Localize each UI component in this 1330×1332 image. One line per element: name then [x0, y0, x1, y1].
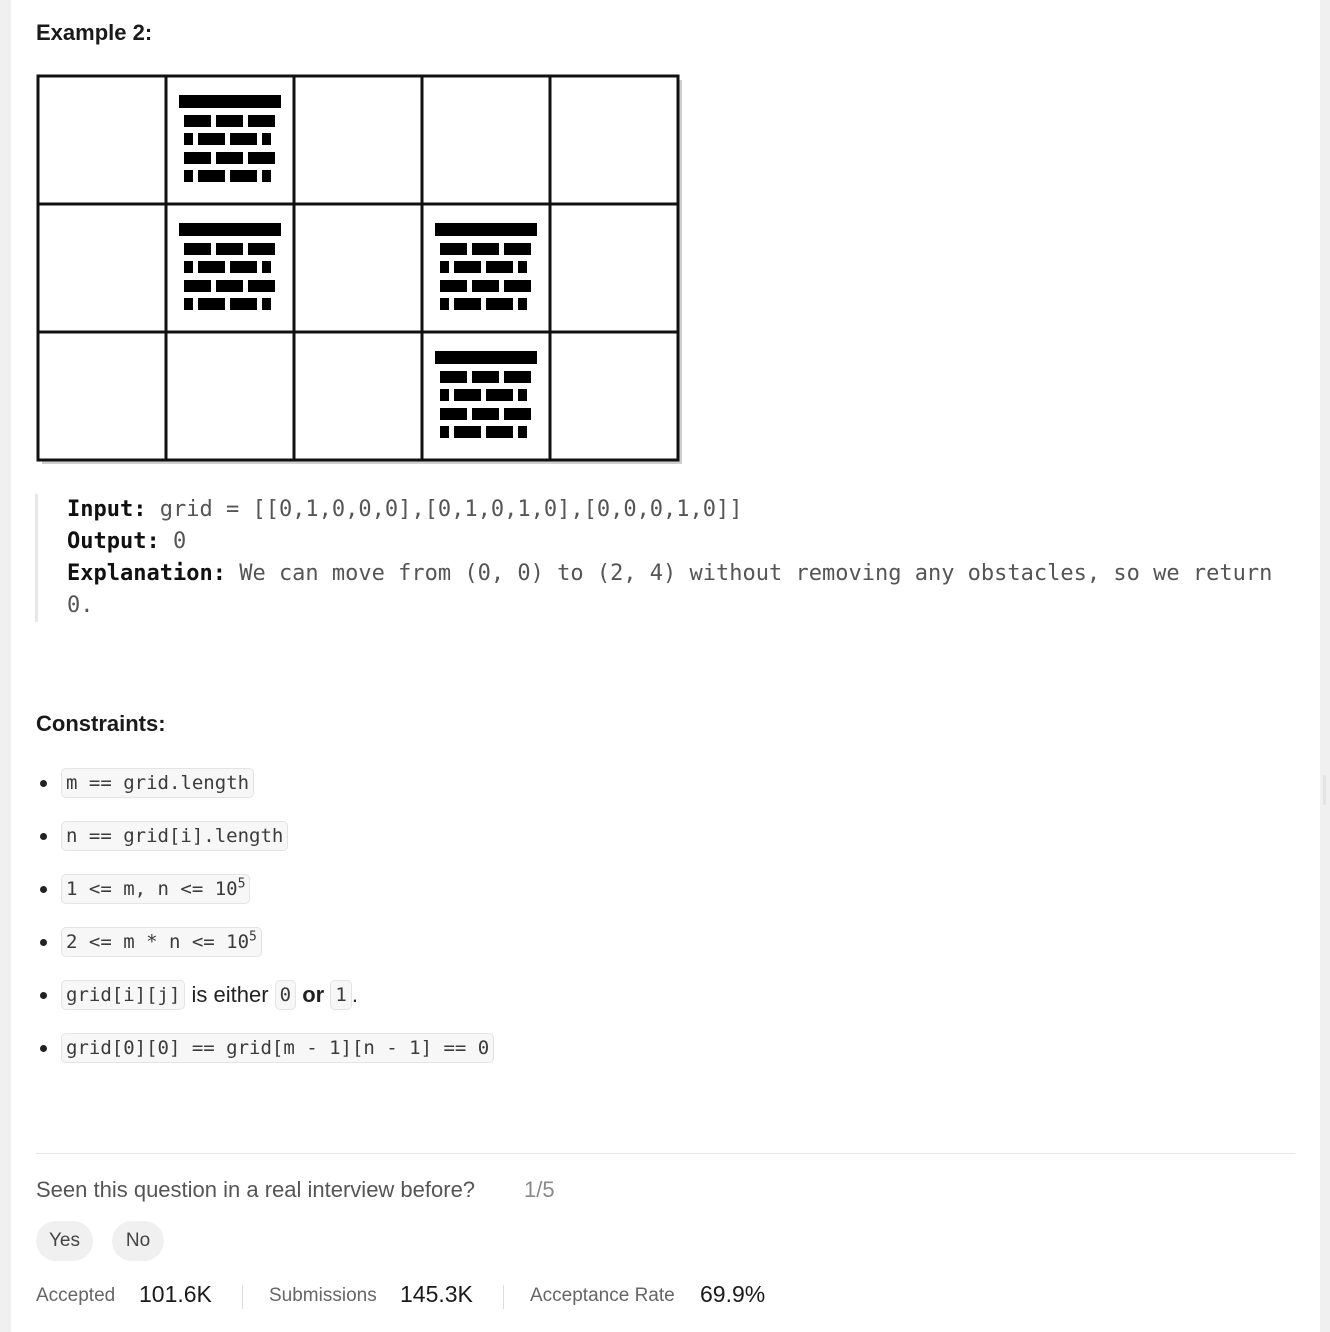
grid-background: [38, 76, 678, 460]
brick-icon: [198, 133, 225, 145]
example-heading: Example 2:: [36, 20, 153, 45]
rate-value: 69.9%: [700, 1281, 766, 1307]
divider: [36, 1153, 1295, 1154]
brick-icon: [262, 261, 271, 273]
brick-icon: [440, 243, 467, 255]
brick-icon: [262, 170, 271, 182]
brick-icon: [216, 115, 243, 127]
rate-label: Acceptance Rate: [530, 1285, 675, 1306]
constraint-text: is either: [185, 982, 275, 1007]
brick-icon: [472, 408, 499, 420]
brick-icon: [184, 152, 211, 164]
bullet-icon: [40, 780, 47, 787]
grid-image: [36, 74, 684, 467]
stat-separator: [242, 1285, 243, 1309]
brick-icon: [216, 280, 243, 292]
bullet-icon: [40, 886, 47, 893]
brick-icon: [518, 298, 527, 310]
brick-icon: [504, 408, 531, 420]
submissions-label: Submissions: [269, 1285, 377, 1306]
brick-icon: [440, 408, 467, 420]
brick-icon: [216, 152, 243, 164]
exponent: 5: [249, 929, 257, 945]
brick-icon: [184, 261, 193, 273]
brick-icon: [184, 298, 193, 310]
brick-icon: [440, 426, 449, 438]
constraint-text: .: [351, 982, 358, 1007]
no-button[interactable]: No: [112, 1221, 164, 1261]
brick-icon: [486, 261, 513, 273]
brick-icon: [184, 170, 193, 182]
brick-icon: [248, 115, 275, 127]
brick-icon: [486, 426, 513, 438]
brick-icon: [454, 298, 481, 310]
constraint-item: [36, 1033, 936, 1086]
output-line: [67, 526, 186, 558]
brick-icon: [262, 133, 271, 145]
brick-icon: [440, 261, 449, 273]
constraint-item: [36, 874, 936, 927]
scrollbar[interactable]: [1323, 775, 1326, 805]
inline-code: n == grid[i].length: [61, 821, 288, 851]
brick-icon: [198, 261, 225, 273]
bullet-icon: [40, 1045, 47, 1052]
brick-icon: [230, 298, 257, 310]
brick-icon: [454, 261, 481, 273]
brick-icon: [518, 389, 527, 401]
explanation-line: [67, 558, 1272, 590]
brick-icon: [230, 133, 257, 145]
brick-icon: [486, 389, 513, 401]
stat-separator: [503, 1285, 504, 1309]
brick-icon: [454, 426, 481, 438]
brick-icon: [504, 371, 531, 383]
accepted-value: 101.6K: [139, 1281, 212, 1307]
brick-icon: [179, 95, 281, 108]
brick-icon: [179, 223, 281, 236]
bullet-icon: [40, 939, 47, 946]
brick-icon: [518, 426, 527, 438]
input-value: grid = [[0,1,0,0,0],[0,1,0,1,0],[0,0,0,1,0]]: [159, 497, 743, 522]
inline-code: grid[i][j]: [61, 980, 185, 1010]
brick-icon: [440, 280, 467, 292]
brick-icon: [440, 389, 449, 401]
explanation-line-2: 0.: [67, 593, 94, 618]
constraints-heading: Constraints:: [36, 711, 166, 736]
brick-icon: [435, 351, 537, 364]
brick-icon: [486, 298, 513, 310]
brick-icon: [184, 133, 193, 145]
brick-icon: [184, 243, 211, 255]
constraint-item: [36, 927, 936, 980]
brick-icon: [518, 261, 527, 273]
brick-icon: [504, 243, 531, 255]
constraint-item: [36, 768, 936, 821]
brick-icon: [248, 152, 275, 164]
brick-icon: [248, 280, 275, 292]
brick-icon: [230, 261, 257, 273]
constraint-item: [36, 821, 936, 874]
input-label: Input:: [67, 497, 147, 522]
brick-icon: [472, 371, 499, 383]
explanation-label: Explanation:: [67, 561, 226, 586]
brick-icon: [504, 280, 531, 292]
submissions-value: 145.3K: [400, 1281, 473, 1307]
brick-icon: [198, 298, 225, 310]
constraint-text-bold: or: [302, 982, 325, 1007]
inline-code: grid[0][0] == grid[m - 1][n - 1] == 0: [61, 1033, 494, 1063]
constraints-list: [36, 768, 936, 1086]
input-line: [67, 494, 743, 526]
output-label: Output:: [67, 529, 160, 554]
code-text: 1 <= m, n <= 10: [66, 878, 238, 900]
bullet-icon: [40, 833, 47, 840]
brick-icon: [216, 243, 243, 255]
example-block: [35, 494, 1308, 622]
inline-code: [61, 927, 262, 957]
inline-code: 1: [330, 980, 351, 1010]
brick-icon: [248, 243, 275, 255]
inline-code: 0: [275, 980, 296, 1010]
code-text: 2 <= m * n <= 10: [66, 931, 250, 953]
brick-icon: [440, 298, 449, 310]
bullet-icon: [40, 992, 47, 999]
inline-code: m == grid.length: [61, 768, 254, 798]
constraint-item: [36, 980, 936, 1033]
brick-icon: [198, 170, 225, 182]
brick-icon: [435, 223, 537, 236]
yes-button[interactable]: Yes: [36, 1221, 93, 1261]
interview-question: Seen this question in a real interview before?: [36, 1177, 476, 1202]
brick-icon: [472, 243, 499, 255]
exponent: 5: [237, 876, 246, 892]
brick-icon: [262, 298, 271, 310]
brick-icon: [454, 389, 481, 401]
interview-count: 1/5: [524, 1177, 555, 1202]
explanation-text: We can move from (0, 0) to (2, 4) without removing any obstacles, so we return: [239, 561, 1273, 586]
brick-icon: [184, 115, 211, 127]
brick-icon: [440, 371, 467, 383]
brick-icon: [472, 280, 499, 292]
inline-code: [61, 874, 250, 904]
brick-icon: [230, 170, 257, 182]
example-grid-figure: [36, 74, 684, 467]
accepted-label: Accepted: [36, 1285, 116, 1306]
output-value: 0: [172, 529, 187, 554]
brick-icon: [184, 280, 211, 292]
